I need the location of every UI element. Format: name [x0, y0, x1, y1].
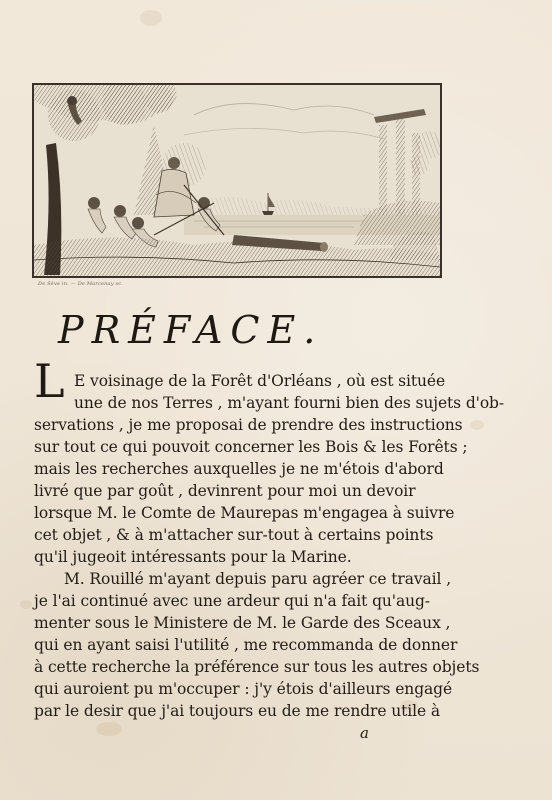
- text-line: qui auroient pu m'occuper : j'y étois d'ailleurs engagé: [34, 680, 453, 698]
- vignette-illustration: [34, 85, 440, 276]
- text-line: par le desir que j'ai toujours eu de me rendre utile à: [34, 702, 441, 720]
- text-line: livré que par goût , devinrent pour moi un devoir: [34, 482, 416, 500]
- text-line: M. Rouillé m'ayant depuis paru agréer ce travail ,: [64, 570, 452, 588]
- text-line: cet objet , & à m'attacher sur-tout à certains points: [34, 526, 434, 544]
- paper-stain: [96, 722, 122, 736]
- engraver-credit: De Sève in. — De Marcenay sc.: [38, 281, 124, 287]
- text-line: menter sous le Ministere de M. le Garde des Sceaux ,: [34, 614, 451, 632]
- paper-stain: [20, 600, 32, 609]
- text-line: lorsque M. le Comte de Maurepas m'engagea à suivre: [34, 504, 455, 522]
- paper-stain: [470, 420, 484, 430]
- page-title: PRÉFACE.: [58, 308, 324, 352]
- engraved-vignette: [32, 83, 442, 278]
- text-line: qui en ayant saisi l'utilité , me recommanda de donner: [34, 636, 458, 654]
- text-line: E voisinage de la Forêt d'Orléans , où est située: [74, 372, 446, 390]
- drop-capital: L: [34, 354, 65, 408]
- text-line: mais les recherches auxquelles je ne m'étois d'abord: [34, 460, 444, 478]
- text-line: servations , je me proposai de prendre des instructions: [34, 416, 463, 434]
- text-line: sur tout ce qui pouvoit concerner les Bois & les Forêts ;: [34, 438, 468, 456]
- text-line: à cette recherche la préférence sur tous les autres objets: [34, 658, 480, 676]
- text-line: je l'ai continué avec une ardeur qui n'a fait qu'aug-: [34, 592, 430, 610]
- signature-mark: a: [360, 724, 369, 742]
- paper-stain: [140, 10, 162, 26]
- text-line: une de nos Terres , m'ayant fourni bien des sujets d'ob-: [74, 394, 505, 412]
- text-line: qu'il jugeoit intéressants pour la Marine.: [34, 548, 352, 566]
